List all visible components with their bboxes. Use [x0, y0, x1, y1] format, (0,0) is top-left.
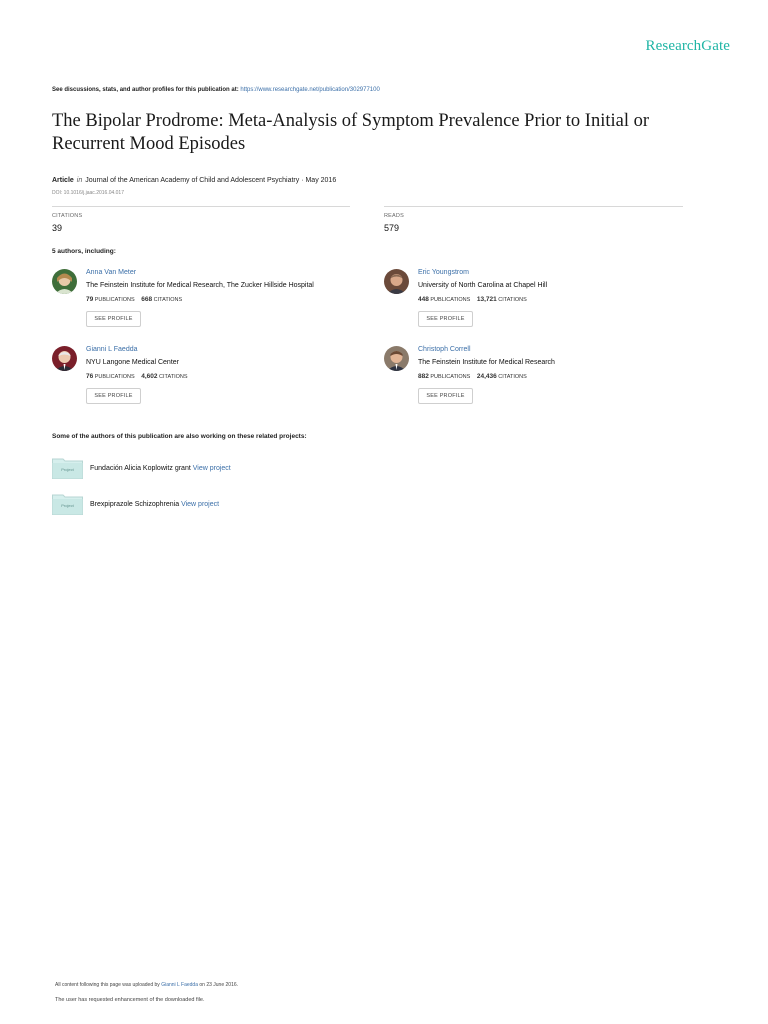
- article-meta: [52, 177, 336, 184]
- avatar-photo-icon: [52, 269, 77, 294]
- author-publications-count: 448: [418, 296, 429, 303]
- publications-label: PUBLICATIONS: [94, 374, 135, 380]
- author-avatar[interactable]: [384, 269, 409, 294]
- author-institution: University of North Carolina at Chapel Hill: [418, 282, 548, 289]
- citations-label: CITATIONS: [153, 297, 183, 303]
- see-discussions-line: [52, 87, 380, 93]
- author-avatar[interactable]: [52, 269, 77, 294]
- avatar-photo-icon: [52, 346, 77, 371]
- publications-label: PUBLICATIONS: [430, 374, 471, 380]
- view-project-link[interactable]: View project: [181, 501, 220, 508]
- author-institution: NYU Langone Medical Center: [86, 359, 179, 366]
- article-type: Article: [52, 177, 74, 184]
- author-stats: [86, 296, 182, 303]
- author-citations-count: 13,721: [476, 296, 497, 303]
- citations-label: CITATIONS: [52, 213, 83, 219]
- citations-label: CITATIONS: [498, 374, 527, 380]
- publications-label: PUBLICATIONS: [430, 297, 471, 303]
- citations-label: CITATIONS: [498, 297, 527, 303]
- citations-label: CITATIONS: [159, 374, 188, 380]
- project-item: [52, 493, 452, 517]
- article-in: in: [76, 177, 83, 184]
- avatar-photo-icon: [384, 346, 409, 371]
- see-profile-button[interactable]: SEE PROFILE: [86, 311, 141, 327]
- project-line: [90, 465, 231, 472]
- citations-count: 39: [52, 223, 63, 233]
- author-name-link[interactable]: Gianni L Faedda: [86, 346, 138, 353]
- author-citations-count: 668: [141, 296, 153, 303]
- project-name: Brexpiprazole Schizophrenia: [90, 501, 180, 508]
- see-profile-button[interactable]: SEE PROFILE: [86, 388, 141, 404]
- author-publications-count: 882: [418, 373, 429, 380]
- enhancement-request-note: The user has requested enhancement of the downloaded file.: [55, 997, 205, 1003]
- author-citations-count: 4,602: [141, 373, 158, 380]
- author-stats: [418, 373, 527, 380]
- author-name-link[interactable]: Christoph Correll: [418, 346, 471, 353]
- publication-title: The Bipolar Prodrome: Meta-Analysis of Symptom Prevalence Prior to Initial or Recurrent Mood Episodes: [52, 111, 650, 154]
- upload-suffix: on 23 June 2016.: [199, 982, 239, 988]
- uploader-link[interactable]: Gianni L Faedda: [161, 982, 198, 988]
- author-stats: [86, 373, 188, 380]
- author-publications-count: 76: [86, 373, 94, 380]
- journal-name: Journal of the American Academy of Child and Adolescent Psychiatry · May 2016: [85, 177, 337, 184]
- see-profile-button[interactable]: SEE PROFILE: [418, 388, 473, 404]
- author-name-link[interactable]: Anna Van Meter: [86, 269, 137, 276]
- divider-reads: [384, 206, 683, 207]
- avatar-photo-icon: [384, 269, 409, 294]
- view-project-link[interactable]: View project: [192, 465, 231, 472]
- upload-prefix: All content following this page was uploaded by: [55, 982, 160, 988]
- project-tag: Project: [61, 503, 74, 508]
- author-name-link[interactable]: Eric Youngstrom: [418, 269, 469, 276]
- project-name: Fundación Alicia Koplowitz grant: [90, 465, 191, 472]
- author-avatar[interactable]: [52, 346, 77, 371]
- researchgate-logo[interactable]: ResearchGate: [645, 38, 730, 54]
- author-institution: The Feinstein Institute for Medical Research: [418, 359, 555, 366]
- author-avatar[interactable]: [384, 346, 409, 371]
- project-item: [52, 457, 452, 481]
- publications-label: PUBLICATIONS: [94, 297, 135, 303]
- divider-citations: [52, 206, 350, 207]
- authors-heading: 5 authors, including:: [52, 248, 116, 255]
- author-institution: The Feinstein Institute for Medical Research, The Zucker Hillside Hospital: [86, 282, 314, 289]
- upload-info: [55, 982, 238, 988]
- reads-label: READS: [384, 213, 404, 219]
- related-projects-heading: Some of the authors of this publication are also working on these related projects:: [52, 433, 307, 440]
- project-line: [90, 501, 219, 508]
- author-citations-count: 24,436: [476, 373, 497, 380]
- see-profile-button[interactable]: SEE PROFILE: [418, 311, 473, 327]
- author-stats: [418, 296, 527, 303]
- see-discussions-text: See discussions, stats, and author profiles for this publication at:: [52, 87, 239, 93]
- publication-url-link[interactable]: https://www.researchgate.net/publication/302977100: [240, 87, 380, 93]
- project-tag: Project: [61, 467, 74, 472]
- author-publications-count: 79: [86, 296, 94, 303]
- reads-count: 579: [384, 223, 400, 233]
- doi-text: DOI: 10.1016/j.jaac.2016.04.017: [52, 190, 124, 196]
